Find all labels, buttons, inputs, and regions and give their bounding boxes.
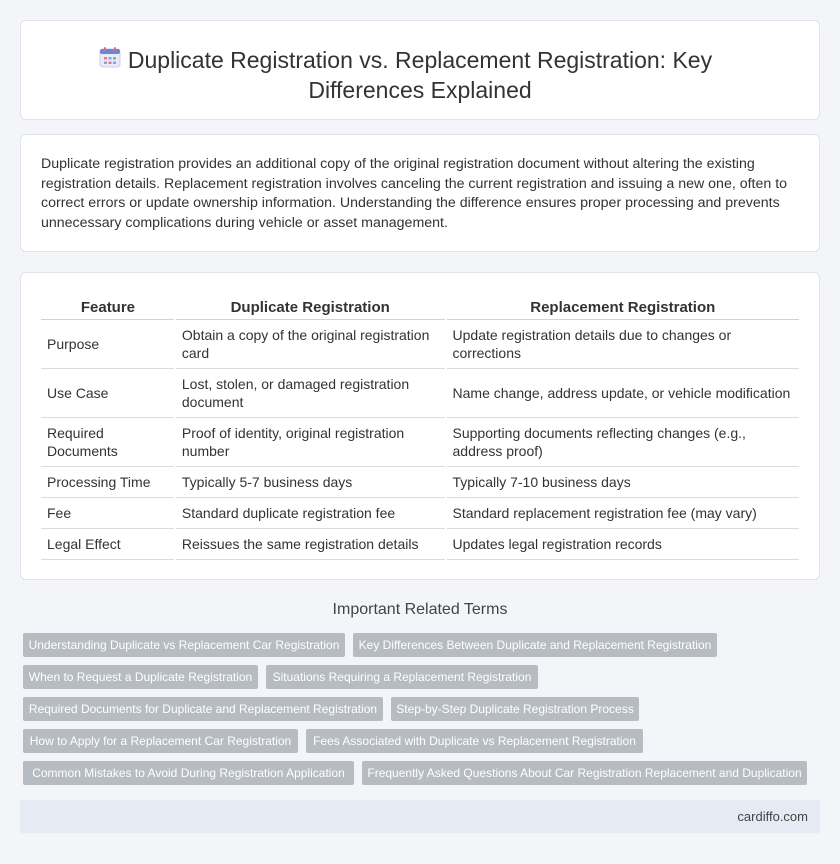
table-cell-feature: Processing Time: [41, 466, 175, 497]
table-cell-replacement: Standard replacement registration fee (may vary): [446, 497, 800, 528]
intro-card: [20, 134, 820, 252]
footer: [20, 800, 820, 833]
table-cell-duplicate: Proof of identity, original registration number: [175, 417, 446, 466]
related-term-link[interactable]: Understanding Duplicate vs Replacement Car Registration: [23, 633, 345, 657]
table-cell-duplicate: Obtain a copy of the original registration card: [175, 319, 446, 368]
related-term-link[interactable]: Required Documents for Duplicate and Replacement Registration: [23, 697, 383, 721]
table-row: [41, 497, 800, 528]
title-card: [20, 20, 820, 120]
table-cell-replacement: Typically 7-10 business days: [446, 466, 800, 497]
intro-paragraph: Duplicate registration provides an additional copy of the original registration document without altering the existing registration details. Replacement registration involves canceling the current registration and issuing a new one, often to correct errors or update ownership information. Understanding the difference ensures proper processing and prevents unnecessary complications during vehicle or asset management.: [41, 156, 788, 231]
table-row: [41, 319, 800, 368]
related-terms-title: Important Related Terms: [332, 601, 508, 618]
table-cell-replacement: Supporting documents reflecting changes (e.g., address proof): [446, 417, 800, 466]
table-cell-replacement: Update registration details due to changes or corrections: [446, 319, 800, 368]
table-cell-duplicate: Standard duplicate registration fee: [175, 497, 446, 528]
related-term-link[interactable]: Fees Associated with Duplicate vs Replacement Registration: [306, 729, 643, 753]
page-title: Duplicate Registration vs. Replacement Registration: Key Differences Explained: [127, 47, 713, 103]
table-header-duplicate: Duplicate Registration: [175, 297, 446, 319]
table-header-replacement: Replacement Registration: [446, 297, 800, 319]
related-term-link[interactable]: When to Request a Duplicate Registration: [23, 665, 258, 689]
related-term-link[interactable]: Common Mistakes to Avoid During Registration Application: [23, 761, 354, 785]
table-cell-feature: Purpose: [41, 319, 175, 368]
related-term-link[interactable]: Key Differences Between Duplicate and Replacement Registration: [353, 633, 717, 657]
table-cell-duplicate: Reissues the same registration details: [175, 528, 446, 559]
table-row: [41, 466, 800, 497]
related-term-link[interactable]: Frequently Asked Questions About Car Registration Replacement and Duplication: [362, 761, 807, 785]
table-cell-duplicate: Typically 5-7 business days: [175, 466, 446, 497]
table-row: [41, 528, 800, 559]
related-term-link[interactable]: Situations Requiring a Replacement Registration: [266, 665, 538, 689]
related-term-link[interactable]: Step-by-Step Duplicate Registration Process: [391, 697, 639, 721]
table-row: [41, 417, 800, 466]
comparison-table-card: [20, 272, 820, 580]
table-cell-replacement: Updates legal registration records: [446, 528, 800, 559]
table-header-feature: Feature: [41, 297, 175, 319]
comparison-table: [41, 297, 801, 560]
table-cell-feature: Fee: [41, 497, 175, 528]
related-term-link[interactable]: How to Apply for a Replacement Car Registration: [23, 729, 298, 753]
table-cell-feature: Use Case: [41, 368, 175, 417]
table-cell-feature: Legal Effect: [41, 528, 175, 559]
table-cell-duplicate: Lost, stolen, or damaged registration document: [175, 368, 446, 417]
footer-site-name: cardiffo.com: [737, 809, 808, 824]
table-row: [41, 368, 800, 417]
table-cell-replacement: Name change, address update, or vehicle modification: [446, 368, 800, 417]
table-cell-feature: Required Documents: [41, 417, 175, 466]
table-header-row: [41, 297, 800, 319]
